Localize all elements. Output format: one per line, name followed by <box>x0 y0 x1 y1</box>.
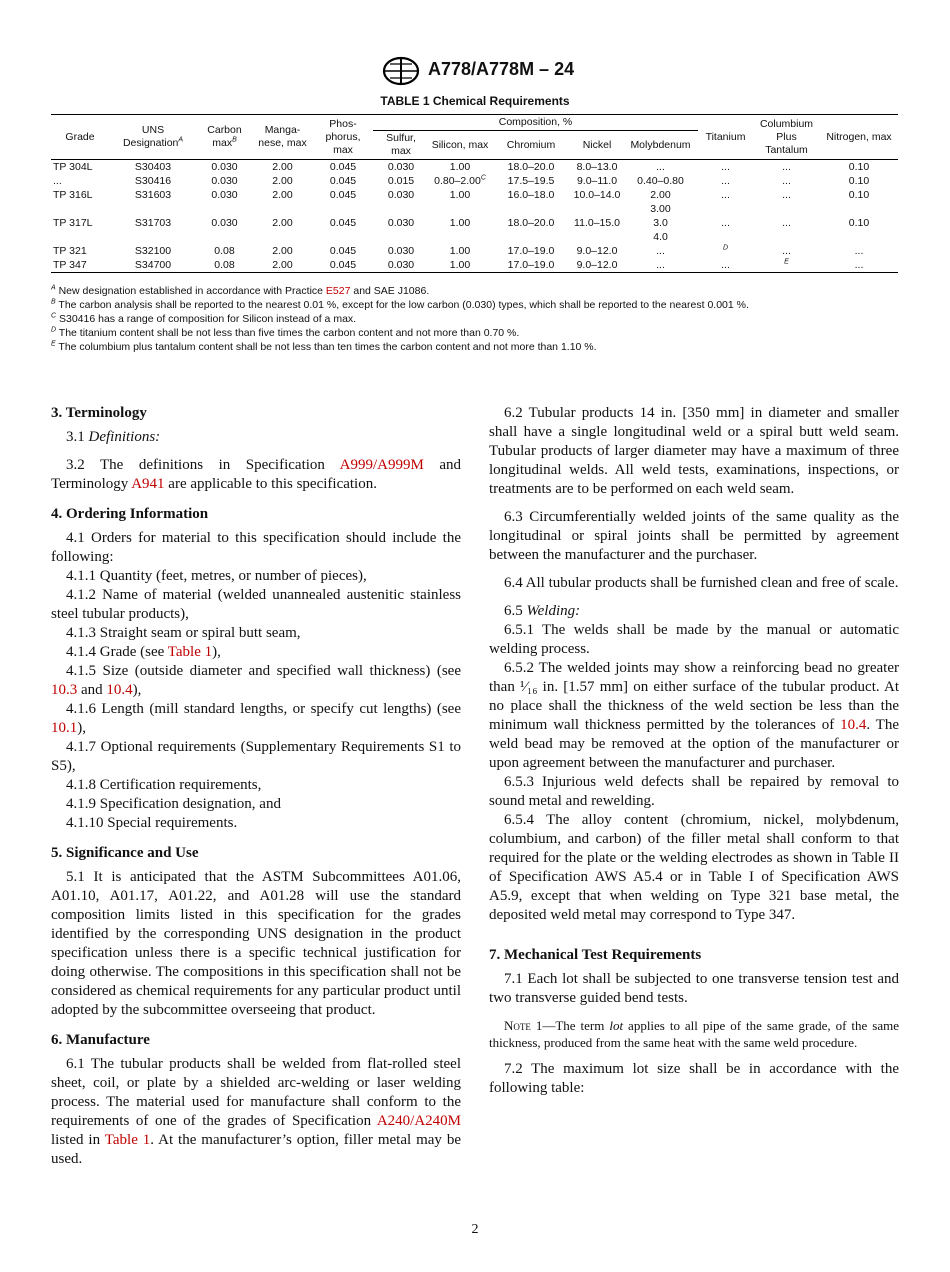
cell-si: 1.00 <box>449 245 471 257</box>
cell-mn: 2.00 <box>272 245 293 257</box>
section-7-heading: 7. Mechanical Test Requirements <box>489 947 702 963</box>
cell-n: ... <box>854 245 864 257</box>
cell-ti <box>698 230 753 244</box>
cell-mn: 2.00 <box>252 258 313 273</box>
table-title: TABLE 1 Chemical Requirements <box>380 94 570 108</box>
col-carbon: Carbon $\max^B$ <box>197 115 252 160</box>
cell-c <box>197 230 252 244</box>
cell-cb: ... <box>782 217 791 229</box>
para-3-2: 3.2 The definitions in Specification A999/A999M and Terminology A941 are applicable to this specification. <box>51 457 461 492</box>
cell-p <box>313 230 373 244</box>
cell-ti: ... <box>721 175 730 187</box>
cell-s <box>373 230 429 244</box>
cell-c: 0.030 <box>211 175 238 187</box>
cell-p: 0.045 <box>329 175 357 187</box>
para-4-1-9: 4.1.9 Specification designation, and <box>66 796 281 812</box>
cell-ti: D <box>722 244 729 252</box>
link-10-1[interactable]: 10.1 <box>51 720 78 736</box>
cell-c: 0.030 <box>211 189 238 201</box>
col-sulfur: Sulfur, max <box>373 131 429 160</box>
para-4-1-4: 4.1.4 Grade (see Table 1), <box>66 644 221 660</box>
section-3-heading: 3. Terminology <box>51 405 147 421</box>
cell-cb: E <box>753 258 820 273</box>
para-4-1: 4.1 Orders for material to this specification should include the following: <box>51 530 461 565</box>
table-row <box>51 188 898 202</box>
cell-grade <box>51 230 109 244</box>
cell-cb: ... <box>782 245 791 257</box>
cell-c: 0.08 <box>214 245 235 257</box>
cell-grade: TP 304L <box>53 161 93 173</box>
cell-n: 0.10 <box>848 217 870 229</box>
col-composition: Composition, % <box>373 115 698 131</box>
section-5-heading: 5. Significance and Use <box>51 845 199 861</box>
cell-mo: 2.00 <box>650 189 671 201</box>
para-4-1-8: 4.1.8 Certification requirements, <box>66 777 262 793</box>
cell-s: 0.030 <box>387 217 415 229</box>
cell-ni: 9.0–12.0 <box>571 258 623 273</box>
cell-uns: S31603 <box>134 189 172 201</box>
cell-n: 0.10 <box>848 161 870 173</box>
col-manganese: Manga-nese, max <box>252 115 313 160</box>
cell-uns: S31703 <box>134 217 172 229</box>
cell-uns <box>109 230 197 244</box>
cell-mo: ... <box>656 245 665 257</box>
cell-cb: ... <box>782 189 791 201</box>
cell-grade: TP 347 <box>51 258 109 273</box>
link-table-1-b[interactable]: Table 1 <box>104 1132 151 1148</box>
para-4-1-10: 4.1.10 Special requirements. <box>66 815 238 831</box>
para-3-1: 3.1 Definitions: <box>66 429 161 445</box>
cell-n <box>820 202 898 216</box>
cell-ti: ... <box>721 189 730 201</box>
para-6-2: 6.2 Tubular products 14 in. [350 mm] in diameter and smaller shall have a single longitudinal weld or a spiral butt weld seam. Tubular products of larger diameter may have a maximum of three longitudinal welds. All weld tests, examinations, inspections, or treatments are to be performed on each weld seam. <box>489 405 899 497</box>
cell-s: 0.030 <box>387 189 415 201</box>
cell-p: 0.045 <box>329 161 357 173</box>
cell-s: 0.015 <box>387 175 415 187</box>
page-number: 2 <box>471 1222 479 1237</box>
col-grade: Grade <box>51 115 109 160</box>
table-row <box>51 216 898 230</box>
cell-s: 0.030 <box>387 161 415 173</box>
section-4-heading: 4. Ordering Information <box>51 506 209 522</box>
para-7-1: 7.1 Each lot shall be subjected to one transverse tension test and two transverse guided bend tests. <box>489 971 899 1006</box>
cell-mn: 2.00 <box>272 175 293 187</box>
cell-ni: 9.0–12.0 <box>576 245 618 257</box>
note-1: Note 1—The term lot applies to all pipe of the same grade, of the same thickness, produced from the same heat with the same weld procedure. <box>489 1018 899 1050</box>
cell-mo: 0.40–0.80 <box>637 175 684 187</box>
document-designation: A778/A778M – 24 <box>428 59 575 79</box>
cell-s: 0.030 <box>387 245 415 257</box>
cell-grade <box>51 202 109 216</box>
footnote-c: $^C$ S30416 has a range of composition for Silicon instead of a max. <box>51 312 357 325</box>
cell-n: 0.10 <box>848 175 870 187</box>
link-a941[interactable]: A941 <box>131 476 165 492</box>
para-4-1-6: 4.1.6 Length (mill standard lengths, or specify cut lengths) (see 10.1), <box>51 701 461 736</box>
cell-ni <box>571 202 623 216</box>
cell-ni: 10.0–14.0 <box>573 189 621 201</box>
table-row <box>51 230 898 244</box>
cell-uns <box>109 202 197 216</box>
cell-mn: 2.00 <box>272 161 293 173</box>
cell-grade: TP 316L <box>53 189 93 201</box>
cell-grade: TP 321 <box>53 245 87 257</box>
cell-cr: 17.0–19.0 <box>507 245 555 257</box>
cell-mo: 3.0 <box>653 217 668 229</box>
footnote-b: $^B$ The carbon analysis shall be reported to the nearest 0.01 %, except for the low carbon (0.030) types, which shall be reported to the nearest 0.001 %. <box>51 298 749 311</box>
cell-p <box>313 202 373 216</box>
cell-si: 1.00 <box>449 161 471 173</box>
cell-p: 0.045 <box>313 258 373 273</box>
cell-mn: 2.00 <box>272 189 293 201</box>
para-6-5: 6.5 Welding: <box>504 603 581 619</box>
astm-logo <box>381 56 421 86</box>
para-5-1: 5.1 It is anticipated that the ASTM Subcommittees A01.06, A01.10, A01.17, A01.22, and A01.28 will use the standard composition limits listed in this specification for the grades identified by the corresponding UNS designation in the product specification unless there is a specific technical justification for doing otherwise. The compositions in this specification shall not be considered as chemical requirements for any particular product until adopted by the subcommittee overseeing that product. <box>51 869 461 1018</box>
para-6-1: 6.1 The tubular products shall be welded from flat-rolled steel sheet, coil, or plate by a shielded arc-welding or laser welding process. The material used for manufacture shall conform to the requirements of one of the grades of Specification A240/A240M listed in Table 1. At the manufacturer’s option, filler metal may be used. <box>51 1056 461 1167</box>
cell-cb <box>753 230 820 244</box>
cell-grade: ... <box>53 175 62 187</box>
cell-mn: 2.00 <box>272 217 293 229</box>
col-phosphorus: Phos-phorus, max <box>313 115 373 160</box>
col-titanium: Titanium <box>698 115 753 160</box>
cell-ni: 8.0–13.0 <box>576 161 618 173</box>
link-10-3[interactable]: 10.3 <box>51 682 78 698</box>
table-row <box>51 258 898 273</box>
cell-uns: S32100 <box>134 245 172 257</box>
footnote-e: $^E$ The columbium plus tantalum content shall be not less than ten times the carbon content and not more than 1.10 %. <box>51 340 597 353</box>
cell-c <box>197 202 252 216</box>
cell-cb: ... <box>782 175 791 187</box>
col-silicon: Silicon, max <box>429 131 491 160</box>
cell-c: 0.030 <box>211 217 238 229</box>
table-row <box>51 160 898 175</box>
cell-ti <box>698 202 753 216</box>
para-6-4: 6.4 All tubular products shall be furnished clean and free of scale. <box>504 575 899 591</box>
cell-s: 0.030 <box>373 258 429 273</box>
para-6-5-2: 6.5.2 The welded joints may show a reinforcing bead no greater than ¹⁄₁₆ in. [1.57 mm] on either surface of the tubular product. At no place shall the thickness of the weld section be less than the minimum wall thickness permitted by the tolerances of 10.4. The weld bead may be removed at the option of the manufacturer or upon agreement between the manufacturer and purchaser. <box>489 660 899 771</box>
cell-ti: ... <box>698 258 753 273</box>
cell-mn <box>252 202 313 216</box>
col-columbium: Columbium Plus Tantalum <box>753 115 820 160</box>
cell-n: 0.10 <box>848 189 870 201</box>
col-uns: UNS Designation$^A$ <box>109 115 197 160</box>
cell-si: $0.80-2.00^C$ <box>434 174 486 187</box>
cell-ti: ... <box>721 161 730 173</box>
col-nitrogen: Nitrogen, max <box>820 115 898 160</box>
link-10-4-b[interactable]: 10.4 <box>840 717 867 733</box>
right-column <box>489 404 899 1098</box>
cell-si: 1.00 <box>449 217 471 229</box>
para-4-1-1: 4.1.1 Quantity (feet, metres, or number of pieces), <box>66 568 367 584</box>
left-column <box>51 404 461 1169</box>
cell-c: 0.08 <box>197 258 252 273</box>
cell-uns: S30403 <box>134 161 172 173</box>
section-6-heading: 6. Manufacture <box>51 1032 150 1048</box>
cell-cr <box>491 202 571 216</box>
cell-mo: 3.00 <box>650 203 671 215</box>
footnote-a: $^A$ New designation established in accordance with Practice E527 and SAE J1086. <box>51 284 430 297</box>
cell-cr: 17.5–19.5 <box>507 175 555 187</box>
footnote-d: $^D$ The titanium content shall be not less than five times the carbon content and not more than 0.70 %. <box>51 326 520 339</box>
cell-uns: S30416 <box>134 175 172 187</box>
cell-p: 0.045 <box>329 189 357 201</box>
para-4-1-7: 4.1.7 Optional requirements (Supplementary Requirements S1 to S5), <box>51 739 461 774</box>
cell-p: 0.045 <box>329 217 357 229</box>
cell-si <box>429 202 491 216</box>
para-6-5-4: 6.5.4 The alloy content (chromium, nickel, molybdenum, columbium, and carbon) of the filler metal shall conform to that required for the plate or the welding electrodes as shown in Table II of Specification AWS A5.4 or in Table I of Specification AWS A5.9, except that when welding on Type 321 base metal, the deposited weld metal may correspond to Type 347. <box>489 812 899 923</box>
cell-mo: ... <box>623 258 698 273</box>
para-6-5-3: 6.5.3 Injurious weld defects shall be repaired by removal to sound metal and rewelding. <box>489 774 899 809</box>
cell-n: ... <box>820 258 898 273</box>
col-molybdenum: Molybdenum <box>623 131 698 160</box>
cell-si: 1.00 <box>449 189 471 201</box>
cell-ni: 11.0–15.0 <box>574 217 620 229</box>
para-7-2: 7.2 The maximum lot size shall be in accordance with the following table: <box>489 1061 899 1096</box>
cell-si: 1.00 <box>429 258 491 273</box>
cell-cb: ... <box>782 161 791 173</box>
cell-cr: 18.0–20.0 <box>507 161 555 173</box>
cell-c: 0.030 <box>211 161 238 173</box>
link-e527[interactable]: E527 <box>325 285 351 297</box>
cell-cr <box>491 230 571 244</box>
col-chromium: Chromium <box>491 131 571 160</box>
table-row <box>51 244 898 258</box>
cell-s <box>373 202 429 216</box>
chemical-requirements-table <box>51 114 898 273</box>
cell-mo: 4.0 <box>653 231 668 243</box>
col-nickel: Nickel <box>571 131 623 160</box>
cell-grade: TP 317L <box>53 217 93 229</box>
cell-ni: 9.0–11.0 <box>576 175 618 187</box>
para-4-1-2: 4.1.2 Name of material (welded unannealed austenitic stainless steel tubular products), <box>51 587 461 622</box>
para-4-1-5: 4.1.5 Size (outside diameter and specified wall thickness) (see 10.3 and 10.4), <box>51 663 461 698</box>
para-6-3: 6.3 Circumferentially welded joints of the same quality as the longitudinal or spiral joints shall be permitted by agreement between the manufacturer and the purchaser. <box>489 509 899 563</box>
cell-cb <box>753 202 820 216</box>
cell-uns: S34700 <box>109 258 197 273</box>
cell-ni <box>571 230 623 244</box>
cell-cr: 18.0–20.0 <box>507 217 555 229</box>
para-4-1-3: 4.1.3 Straight seam or spiral butt seam, <box>66 625 301 641</box>
cell-cr: 16.0–18.0 <box>507 189 555 201</box>
cell-si <box>429 230 491 244</box>
para-6-5-1: 6.5.1 The welds shall be made by the manual or automatic welding process. <box>489 622 899 657</box>
cell-mo: ... <box>656 161 665 173</box>
cell-cr: 17.0–19.0 <box>491 258 571 273</box>
table-row <box>51 174 898 188</box>
link-a999[interactable]: A999/A999M <box>339 457 424 473</box>
link-table-1[interactable]: Table 1 <box>167 644 213 660</box>
table-row <box>51 202 898 216</box>
cell-n <box>820 230 898 244</box>
link-a240[interactable]: A240/A240M <box>376 1113 461 1129</box>
cell-p: 0.045 <box>329 245 357 257</box>
link-10-4[interactable]: 10.4 <box>106 682 133 698</box>
cell-ti: ... <box>721 217 730 229</box>
cell-mn <box>252 230 313 244</box>
